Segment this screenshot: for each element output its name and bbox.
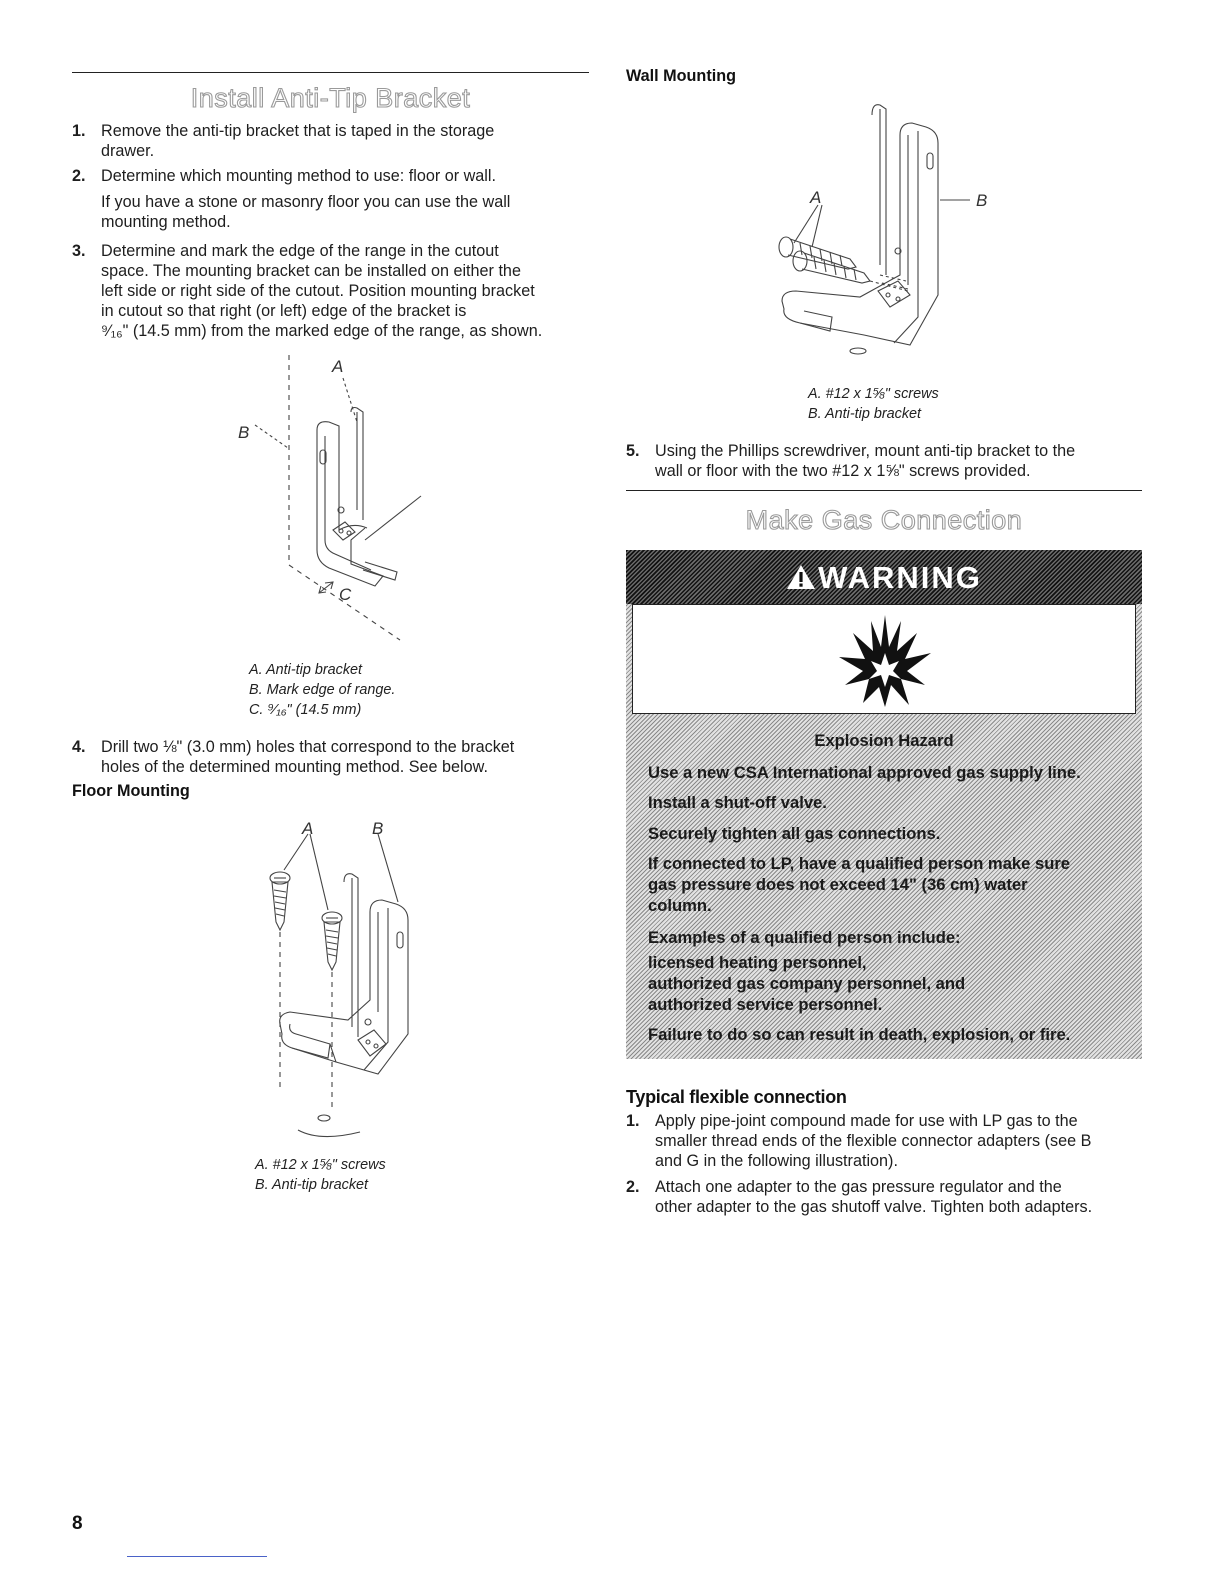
- section-rule-left: [72, 72, 589, 73]
- fig1-label-b: B: [238, 423, 250, 442]
- warning-line: authorized service personnel.: [648, 995, 883, 1014]
- fig3-label-b: B: [976, 191, 988, 210]
- fig3-label-a: A: [810, 188, 822, 207]
- explosion-hazard-label: Explosion Hazard: [814, 731, 954, 750]
- bracket-mark-edge-figure: [225, 350, 435, 650]
- wall-mounting-figure: [760, 95, 1010, 380]
- footer-rule: [127, 1556, 267, 1557]
- warning-line: column.: [648, 896, 712, 915]
- fig1-caption: A. Anti-tip bracket B. Mark edge of range. C. ⁹⁄₁₆" (14.5 mm): [249, 662, 396, 718]
- warning-line: Install a shut-off valve.: [648, 793, 827, 812]
- warning-icon-panel: [632, 604, 1136, 714]
- fig3-caption: A. #12 x 1⅝" screws B. Anti-tip bracket: [808, 386, 939, 422]
- page-number: 8: [72, 1513, 83, 1534]
- warning-triangle-icon: [786, 564, 816, 590]
- warning-line: Securely tighten all gas connections.: [648, 824, 941, 843]
- explosion-icon: [835, 613, 935, 709]
- floor-mounting-heading: Floor Mounting: [72, 782, 190, 800]
- warning-box: [626, 550, 1142, 1059]
- fig2-label-a: A: [302, 819, 314, 838]
- wall-mounting-heading: Wall Mounting: [626, 67, 736, 85]
- typical-flexible-connection-heading: Typical flexible connection: [626, 1087, 847, 1107]
- section-rule-right: [626, 490, 1142, 491]
- warning-line: Use a new CSA International approved gas supply line.: [648, 763, 1081, 782]
- fig1-label-c: C: [339, 585, 352, 604]
- section-title-gas-connection: Make Gas Connection: [745, 505, 1023, 535]
- fig2-caption: A. #12 x 1⅝" screws B. Anti-tip bracket: [255, 1157, 386, 1193]
- fig1-label-a: A: [332, 357, 344, 376]
- section-title-install-anti-tip: Install Anti-Tip Bracket: [190, 83, 471, 113]
- warning-line: Examples of a qualified person include:: [648, 928, 961, 947]
- warning-line: If connected to LP, have a qualified person make sure: [648, 854, 1071, 873]
- warning-line: licensed heating personnel,: [648, 953, 867, 972]
- warning-header: [626, 550, 1142, 604]
- fig2-label-b: B: [372, 819, 384, 838]
- warning-line: authorized gas company personnel, and: [648, 974, 966, 993]
- warning-line: gas pressure does not exceed 14" (36 cm) water: [648, 875, 1028, 894]
- floor-mounting-figure: [240, 812, 440, 1152]
- warning-line: Failure to do so can result in death, explosion, or fire.: [648, 1025, 1071, 1044]
- warning-title: WARNING: [626, 560, 1142, 596]
